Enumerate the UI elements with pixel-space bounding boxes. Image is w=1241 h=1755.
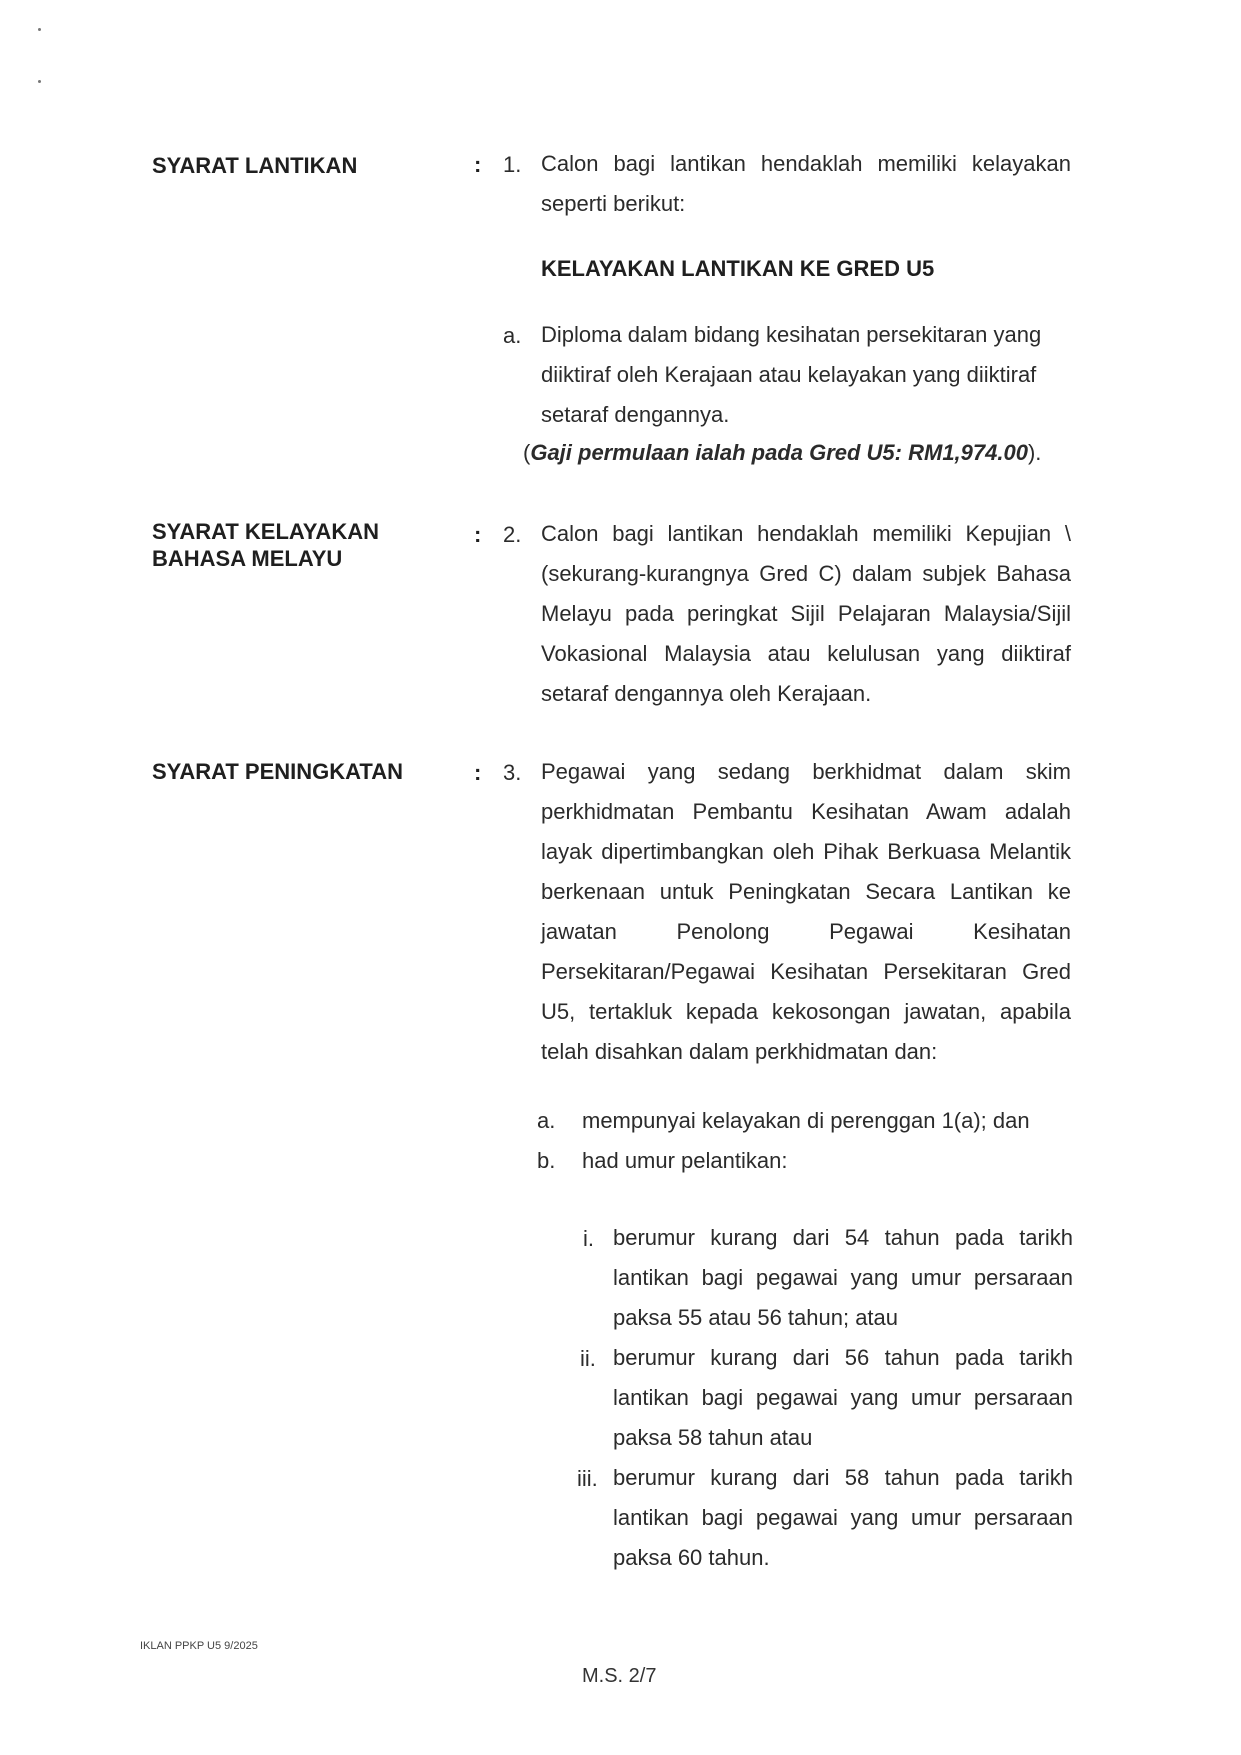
scan-speck — [38, 80, 41, 83]
text-line: lantikan bagi pegawai yang umur persaraan — [613, 1505, 1073, 1530]
starting-salary-note — [523, 440, 1041, 466]
lantikan-item-a — [541, 315, 1061, 435]
sub-item-text: mempunyai kelayakan di perenggan 1(a); dan — [582, 1108, 1030, 1133]
text-line: paksa 55 atau 56 tahun; atau — [613, 1305, 899, 1330]
text-line: Vokasional Malaysia atau kelulusan yang diiktiraf — [541, 641, 1071, 666]
item-marker: a. — [503, 323, 522, 348]
text-line: U5, tertakluk kepada kekosongan jawatan, apabila — [541, 999, 1071, 1024]
subheading-kelayakan-gred: KELAYAKAN LANTIKAN KE GRED U5 — [541, 256, 935, 281]
sub-item-marker: b. — [537, 1148, 556, 1173]
text-line: Melayu pada peringkat Sijil Pelajaran Malaysia/Sijil — [541, 601, 1071, 626]
page-number: M.S. 2/7 — [582, 1665, 657, 1687]
text-line: layak dipertimbangkan oleh Pihak Berkuasa Melantik — [541, 839, 1071, 864]
word: Penolong — [676, 919, 770, 944]
roman-marker: ii. — [580, 1346, 596, 1371]
item-number: 3. — [503, 760, 522, 785]
item-number: 1. — [503, 152, 522, 177]
text-line: berkenaan untuk Peningkatan Secara Lantikan ke — [541, 879, 1071, 904]
text-line: paksa 58 tahun atau — [613, 1425, 813, 1450]
text-line: berumur kurang dari 56 tahun pada tarikh — [613, 1345, 1073, 1370]
sub-item-marker: a. — [537, 1108, 556, 1133]
document-reference-code: IKLAN PPKP U5 9/2025 — [140, 1640, 258, 1652]
text-line: setaraf dengannya oleh Kerajaan. — [541, 681, 872, 706]
heading-line: SYARAT KELAYAKAN — [152, 519, 379, 544]
word: Kesihatan — [973, 919, 1071, 944]
text-line: lantikan bagi pegawai yang umur persaraan — [613, 1265, 1073, 1290]
heading-line: BAHASA MELAYU — [152, 546, 343, 571]
colon: : — [474, 152, 482, 177]
colon: : — [474, 522, 482, 547]
bahasa-text — [541, 514, 1071, 714]
peningkatan-text — [541, 752, 1071, 1072]
text-line: lantikan bagi pegawai yang umur persaraan — [613, 1385, 1073, 1410]
scan-speck — [38, 28, 41, 31]
word: jawatan — [541, 919, 617, 944]
roman-item-iii — [613, 1458, 1073, 1578]
text-line: Persekitaran/Pegawai Kesihatan Persekitaran Gred — [541, 959, 1071, 984]
text-line: seperti berikut: — [541, 191, 686, 216]
heading-syarat-peningkatan: SYARAT PENINGKATAN — [152, 759, 403, 784]
text-line — [541, 912, 1071, 952]
text-line: Pegawai yang sedang berkhidmat dalam skim — [541, 759, 1071, 784]
paren-close: ). — [1027, 440, 1042, 465]
colon: : — [474, 760, 482, 785]
text-line: telah disahkan dalam perkhidmatan dan: — [541, 1039, 938, 1064]
roman-item-ii — [613, 1338, 1073, 1458]
text-line: diiktiraf oleh Kerajaan atau kelayakan yang diiktiraf — [541, 362, 1037, 387]
paren-open: ( — [523, 440, 531, 465]
text-line: Calon bagi lantikan hendaklah memiliki Kepujian \ — [541, 521, 1071, 546]
word: Pegawai — [829, 919, 914, 944]
text-line: (sekurang-kurangnya Gred C) dalam subjek Bahasa — [541, 561, 1071, 586]
salary-text: Gaji permulaan ialah pada Gred U5: RM1,974.00 — [530, 440, 1028, 465]
lantikan-intro — [541, 144, 1071, 224]
roman-marker: iii. — [577, 1466, 598, 1491]
item-number: 2. — [503, 522, 522, 547]
text-line: paksa 60 tahun. — [613, 1545, 770, 1570]
roman-marker: i. — [583, 1226, 594, 1251]
roman-item-i — [613, 1218, 1073, 1338]
text-line: setaraf dengannya. — [541, 402, 730, 427]
text-line: perkhidmatan Pembantu Kesihatan Awam adalah — [541, 799, 1071, 824]
text-line: berumur kurang dari 58 tahun pada tarikh — [613, 1465, 1073, 1490]
heading-syarat-lantikan: SYARAT LANTIKAN — [152, 153, 358, 178]
text-line: Calon bagi lantikan hendaklah memiliki kelayakan — [541, 151, 1071, 176]
text-line: berumur kurang dari 54 tahun pada tarikh — [613, 1225, 1073, 1250]
text-line: Diploma dalam bidang kesihatan persekitaran yang — [541, 322, 1042, 347]
sub-item-text: had umur pelantikan: — [582, 1148, 788, 1173]
heading-syarat-kelayakan-bm — [152, 518, 379, 572]
